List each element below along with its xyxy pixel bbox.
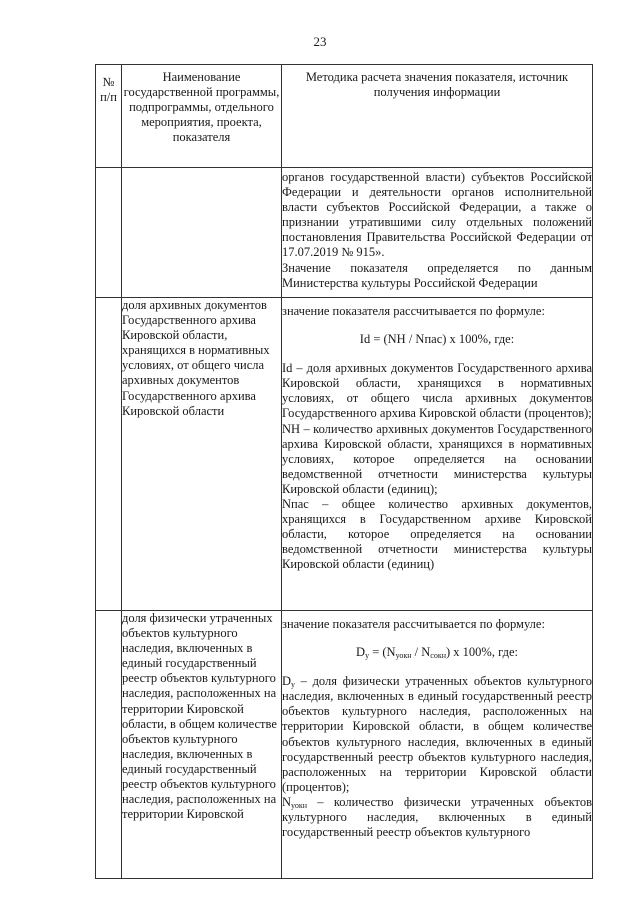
definition-nh: NH – количество архивных документов Государственного архива Кировской области, хранящихся в нормативных условиях, которое определяется на основании ведомственной отчетности министерства культуры Кировской области (единиц); [282, 421, 592, 496]
table-header-row [96, 65, 593, 168]
definition-dy [282, 674, 592, 795]
formula-intro: значение показателя рассчитывается по формуле: [282, 617, 545, 631]
definition-dy-symbol: D [282, 674, 292, 689]
header-number-cell: № п/п [96, 65, 122, 168]
row-number-cell [96, 611, 122, 879]
definition-nyokn [282, 795, 592, 840]
page-number: 23 [313, 34, 327, 49]
header-name-cell: Наименование государственной программы, подпрограммы, отдельного мероприятия, проекта, показателя [122, 65, 282, 168]
indicator-name-cell [122, 168, 282, 298]
definition-nyokn-symbol: N [282, 794, 292, 809]
row-number-cell [96, 168, 122, 298]
formula: Id = (NH / Nпас) x 100%, где: [359, 332, 515, 347]
formula-eq-open: = (N [369, 645, 396, 660]
method-cell [282, 168, 593, 298]
formula-num-sub: уокн [395, 651, 412, 661]
method-cell [282, 611, 593, 879]
definition-dy-sub: у [291, 680, 296, 690]
formula-slash: / N [411, 645, 431, 660]
formula-den-sub: сокн [430, 651, 446, 661]
table-row [96, 298, 593, 611]
definition-npas: Nпас – общее количество архивных документов, хранящихся в Государственном архиве Кировской области, которое определяется на основании ведомственной отчетности министерства культуры Кировской области (единиц) [282, 497, 592, 572]
formula [282, 645, 592, 660]
formula-intro: значение показателя рассчитывается по формуле: [282, 304, 545, 318]
definition-nyokn-text: – количество физически утраченных объектов культурного наследия, включенных в единый государственный реестр объектов культурного [282, 794, 592, 840]
method-cell [282, 298, 593, 611]
formula-tail: ) x 100%, где: [446, 645, 518, 660]
formula-lhs: D [356, 645, 366, 660]
formula-lhs-sub: у [365, 651, 370, 661]
method-text: органов государственной власти) субъектов Российской Федерации и деятельности органов исполнительной власти субъектов Российской Федерации, а также о признании утратившими силу отдельных положений постановления Правительства Российской Федерации от 17.07.2019 № 915». [282, 170, 592, 260]
table-row [96, 611, 593, 879]
header-method-cell: Методика расчета значения показателя, источник получения информации [282, 65, 593, 168]
indicator-methodology-table [95, 64, 593, 879]
definition-nyokn-sub: уокн [291, 800, 307, 810]
indicator-name-cell: доля архивных документов Государственного архива Кировской области, хранящихся в нормативных условиях, от общего числа архивных документов Государственного архива Кировской области [122, 298, 282, 611]
table-row [96, 168, 593, 298]
row-number-cell [96, 298, 122, 611]
indicator-name-cell: доля физически утраченных объектов культурного наследия, включенных в единый государственный реестр объектов культурного наследия, расположенных на территории Кировской области, в общем количестве объектов культурного наследия, включенных в единый государственный реестр объектов культурного наследия, расположенных на территории Кировской [122, 611, 282, 879]
method-source-text: Значение показателя определяется по данным Министерства культуры Российской Федерации [282, 260, 592, 290]
definition-dy-text: – доля физически утраченных объектов культурного наследия, включенных в единый государственный реестр объектов культурного наследия, расположенных на территории Кировской области, в общем количестве объектов культурного наследия, включенных в единый государственный реестр объектов культурного наследия, расположенных на территории Кировской области (процентов); [282, 674, 592, 794]
definition-id: Id – доля архивных документов Государственного архива Кировской области, хранящихся в нормативных условиях, от общего числа архивных документов Государственного архива Кировской области (процентов); [282, 361, 592, 421]
